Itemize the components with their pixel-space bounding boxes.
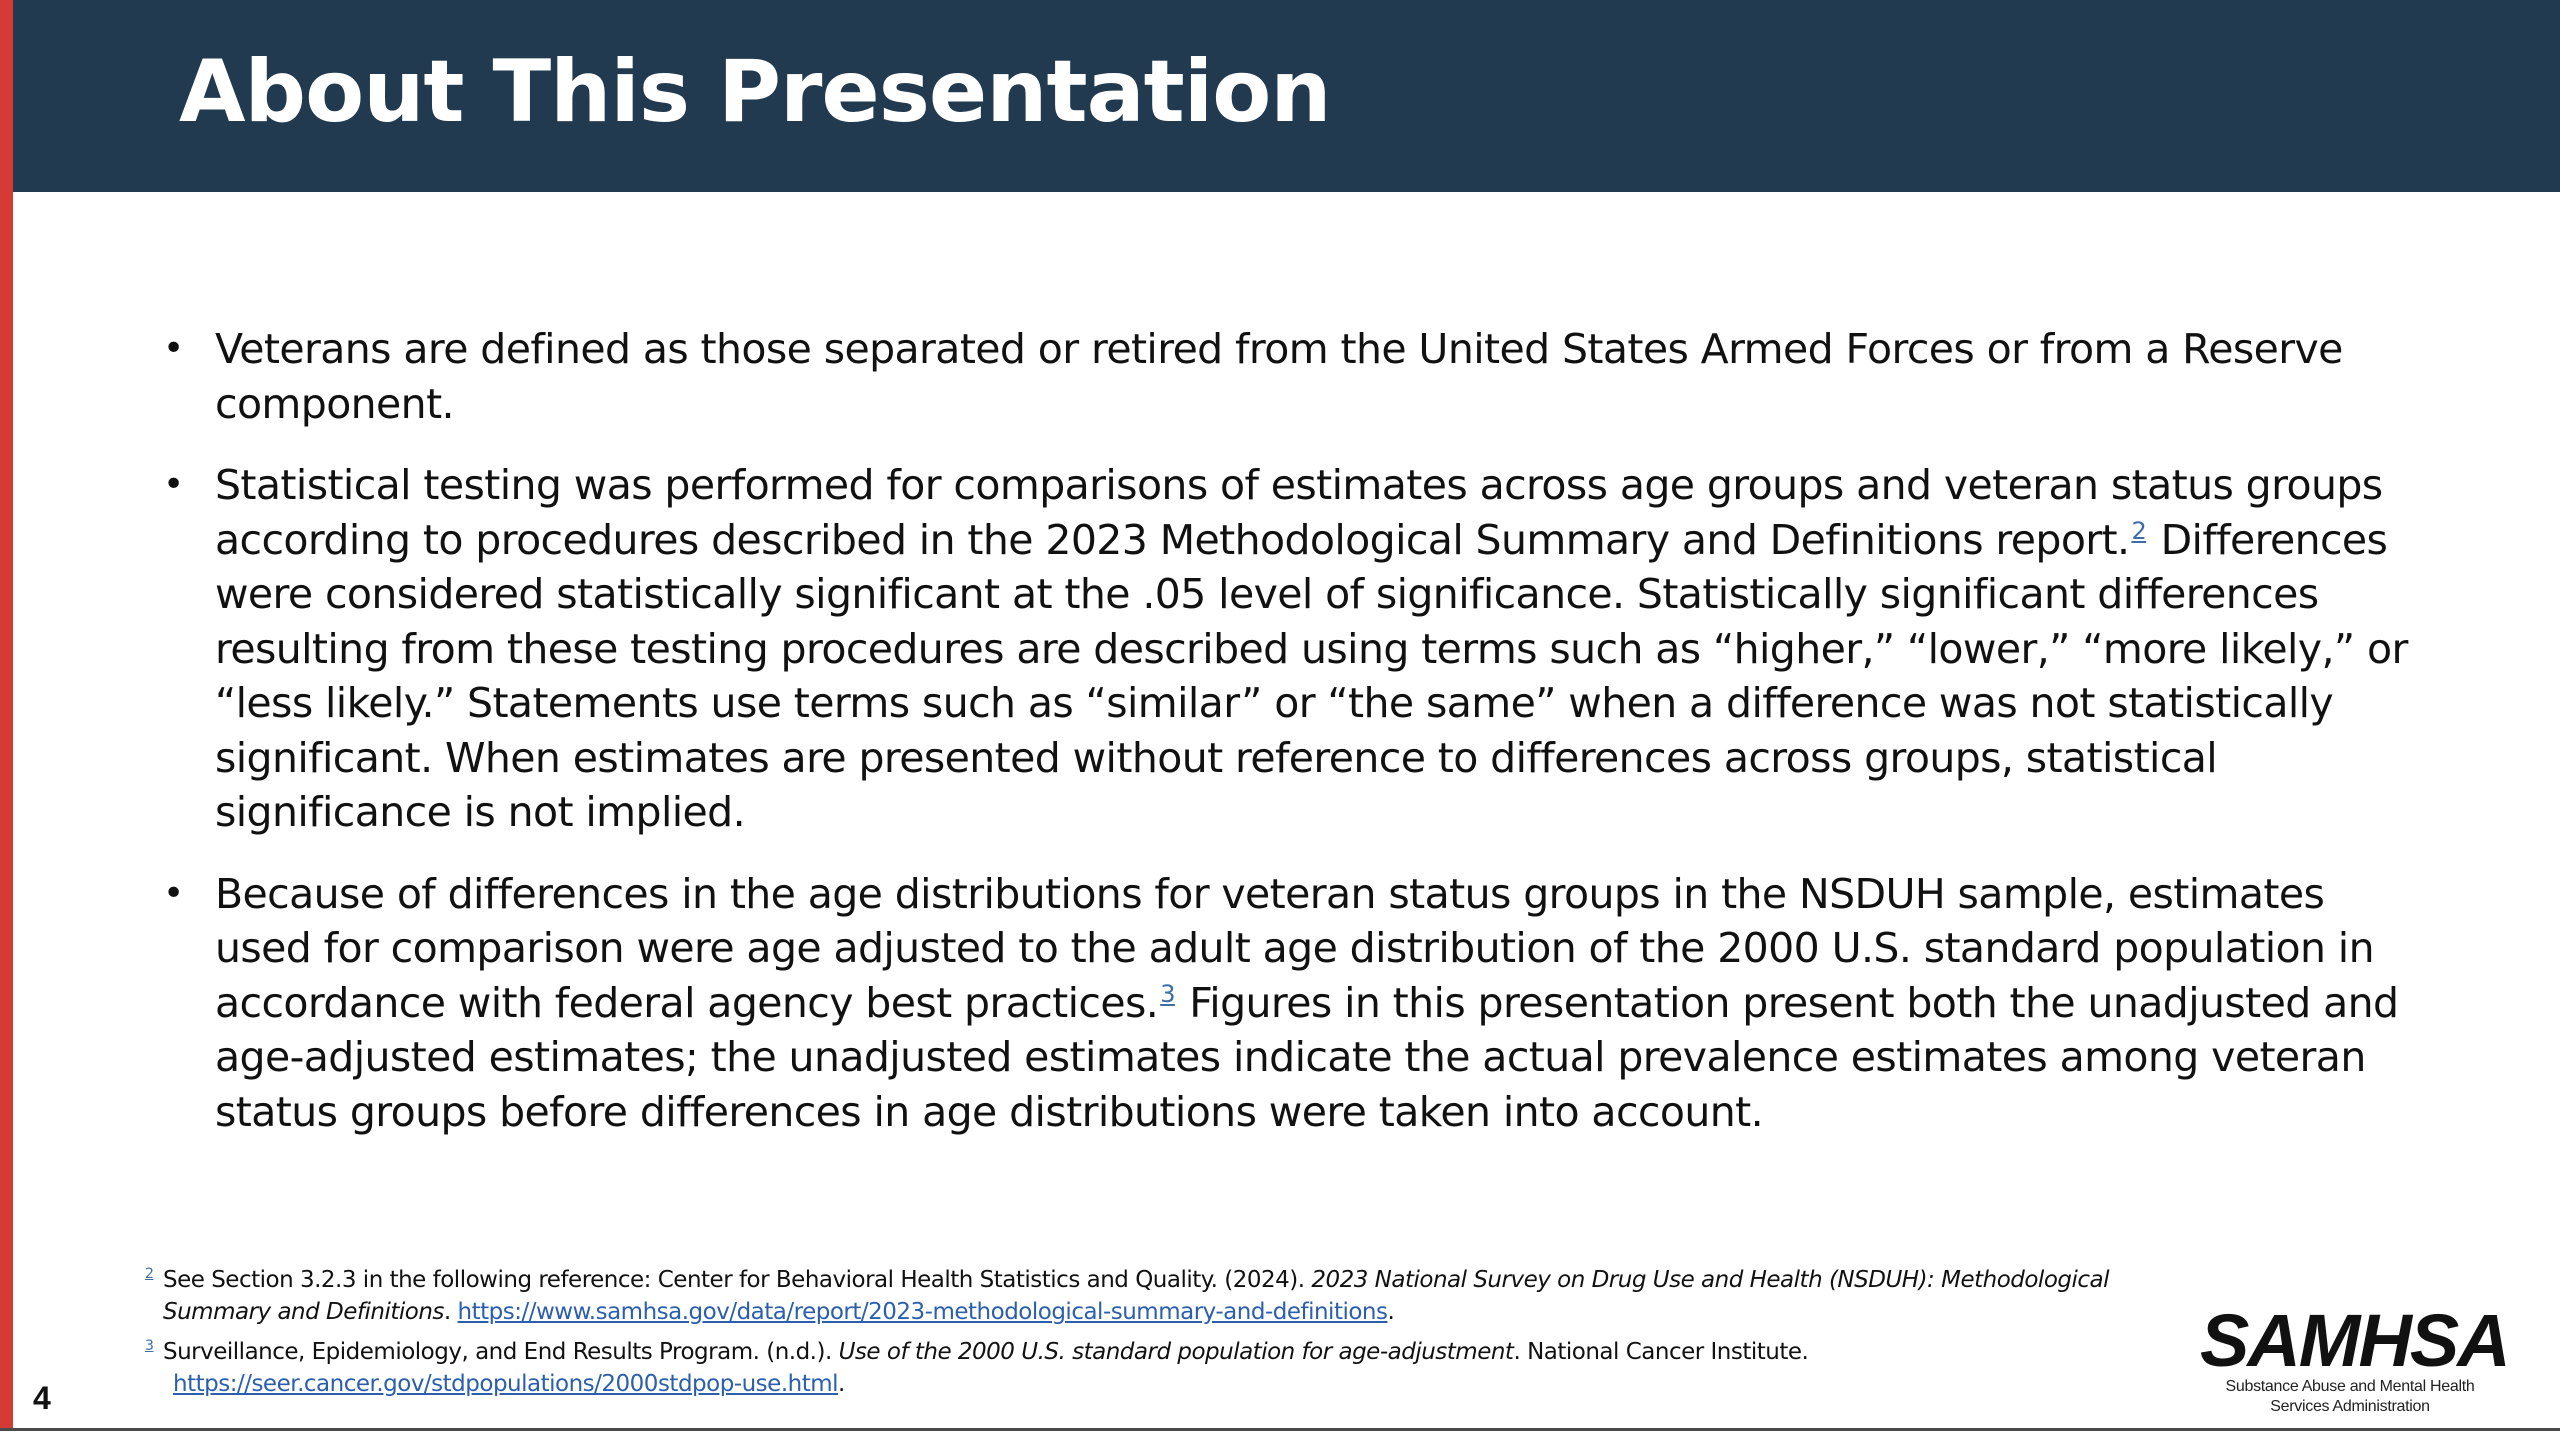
- header-bar: [13, 0, 2560, 192]
- bullet-text: Because of differences in the age distributions for veteran status groups in the NSDUH sample, estimates used for comparison were age adjusted to the adult age distribution of the 2000 U.S. standard population in accordance with federal agency best practices.: [215, 869, 2374, 1027]
- footnote-ref-link[interactable]: 2: [2131, 516, 2147, 545]
- bullet-text-continued: Differences were considered statistically significant at the .05 level of significance. Statistically significant differences resulting from these testing procedures are described using terms such as “higher,” “lower,” “more likely,” or “less likely.” Statements use terms such as “similar” or “the same” when a difference was not statistically significant. When estimates are presented without reference to differences across groups, statistical significance is not implied.: [215, 515, 2408, 836]
- footnote-ref-link[interactable]: 3: [1160, 979, 1175, 1008]
- footnote-text-after: .: [443, 1299, 458, 1325]
- bullet-item-veterans-definition: [160, 322, 2410, 431]
- slide-title: About This Presentation: [179, 42, 1331, 142]
- footnote-link[interactable]: https://www.samhsa.gov/data/report/2023-methodological-summary-and-definitions: [457, 1299, 1388, 1325]
- logo-wordmark: SAMHSA: [2200, 1299, 2509, 1382]
- bullet-item-statistical-testing: [160, 458, 2410, 840]
- footnote-title: Use of the 2000 U.S. standard population for age-adjustment: [838, 1339, 1514, 1365]
- footnote-link[interactable]: https://seer.cancer.gov/stdpopulations/2000stdpop-use.html: [173, 1371, 839, 1397]
- footnote-text-after: . National Cancer Institute.: [1513, 1339, 1809, 1365]
- left-accent-bar: [0, 0, 13, 1428]
- footnote-number: 3: [145, 1338, 154, 1354]
- page-number: 4: [33, 1380, 51, 1416]
- bullet-list: [160, 322, 2410, 1166]
- footnote-text: See Section 3.2.3 in the following reference: Center for Behavioral Health Statistics and Quality. (2024).: [163, 1267, 1312, 1293]
- footnotes: [145, 1264, 2145, 1408]
- footnote-text: Surveillance, Epidemiology, and End Results Program. (n.d.).: [163, 1339, 839, 1365]
- footnote-3: [145, 1336, 2145, 1400]
- samhsa-logo: [2200, 1299, 2509, 1417]
- bullet-text: Statistical testing was performed for comparisons of estimates across age groups and veteran status groups according to procedures described in the 2023 Methodological Summary and Definitions report.: [215, 461, 2383, 564]
- bullet-text: Veterans are defined as those separated or retired from the United States Armed Forces or from a Reserve component.: [215, 325, 2343, 428]
- footnote-end: .: [838, 1371, 845, 1397]
- footnote-2: [145, 1264, 2145, 1328]
- bullet-text-continued: Figures in this presentation present both the unadjusted and age-adjusted estimates; the unadjusted estimates indicate the actual prevalence estimates among veteran status groups before differences in age distributions were taken into account.: [215, 978, 2399, 1136]
- footnote-number: 2: [145, 1266, 154, 1282]
- logo-subtitle-line1: Substance Abuse and Mental Health: [2225, 1378, 2475, 1395]
- footnote-end: .: [1387, 1299, 1395, 1325]
- bullet-item-age-adjustment: [160, 867, 2410, 1140]
- logo-subtitle-line2: Services Administration: [2270, 1398, 2430, 1415]
- footnote-title: 2023 National Survey on Drug Use and Health (NSDUH): Methodological Summary and Definitions: [163, 1267, 2110, 1325]
- bottom-rule: [0, 1428, 2560, 1431]
